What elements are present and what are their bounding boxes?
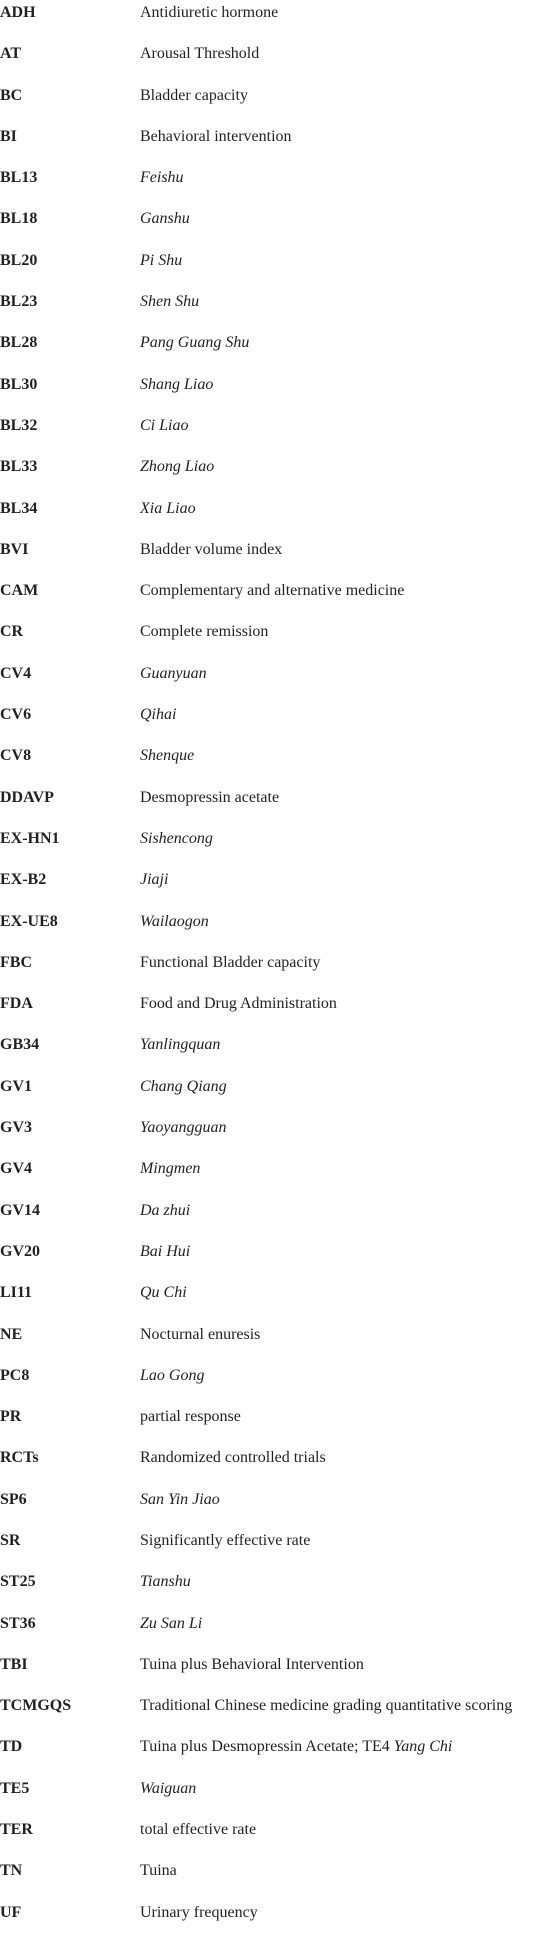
abbreviation-definition: Behavioral intervention bbox=[140, 127, 292, 145]
abbreviation-row bbox=[0, 0, 558, 41]
abbreviation-term: CV4 bbox=[0, 664, 32, 682]
abbreviation-row bbox=[0, 1487, 558, 1528]
abbreviation-row bbox=[0, 41, 558, 82]
abbreviation-row bbox=[0, 165, 558, 206]
abbreviation-definition: Complementary and alternative medicine bbox=[140, 582, 405, 600]
abbreviation-definition: Da zhui bbox=[140, 1201, 191, 1219]
abbreviation-term: GV3 bbox=[0, 1119, 32, 1137]
abbreviation-definition: Wailaogon bbox=[140, 912, 209, 930]
abbreviation-definition: Tuina bbox=[140, 1862, 177, 1880]
abbreviation-row bbox=[0, 826, 558, 867]
abbreviation-row bbox=[0, 1611, 558, 1652]
abbreviation-term: TER bbox=[0, 1821, 33, 1839]
abbreviation-definition: Nocturnal enuresis bbox=[140, 1325, 261, 1343]
abbreviation-term: CAM bbox=[0, 582, 39, 600]
abbreviation-row bbox=[0, 1817, 558, 1858]
abbreviation-term: TBI bbox=[0, 1655, 28, 1673]
abbreviation-row bbox=[0, 496, 558, 537]
abbreviation-definition bbox=[140, 1739, 452, 1755]
abbreviation-definition: Lao Gong bbox=[140, 1366, 205, 1384]
abbreviation-definition: Zu San Li bbox=[140, 1614, 203, 1632]
abbreviation-definition: Feishu bbox=[140, 169, 184, 187]
abbreviation-definition: total effective rate bbox=[140, 1821, 257, 1839]
abbreviation-definition: Ganshu bbox=[140, 210, 190, 228]
abbreviation-term: GV20 bbox=[0, 1242, 40, 1260]
abbreviation-row bbox=[0, 1280, 558, 1321]
abbreviation-term: BL33 bbox=[0, 458, 38, 476]
abbreviation-term: SP6 bbox=[0, 1490, 27, 1508]
abbreviation-row bbox=[0, 372, 558, 413]
abbreviation-definition: Qihai bbox=[140, 706, 177, 724]
abbreviation-term: DDAVP bbox=[0, 788, 54, 806]
abbreviation-term: GB34 bbox=[0, 1036, 40, 1054]
abbreviation-term: SR bbox=[0, 1531, 21, 1549]
abbreviation-term: BC bbox=[0, 86, 23, 104]
abbreviation-row bbox=[0, 1074, 558, 1115]
abbreviation-term: ST36 bbox=[0, 1614, 36, 1632]
abbreviation-term: BI bbox=[0, 127, 17, 145]
abbreviation-definition: Qu Chi bbox=[140, 1284, 187, 1302]
abbreviation-definition: Jiaji bbox=[140, 871, 169, 889]
abbreviation-term: FDA bbox=[0, 995, 33, 1013]
abbreviation-definition: Antidiuretic hormone bbox=[140, 4, 279, 21]
abbreviation-term: TCMGQS bbox=[0, 1697, 72, 1715]
abbreviation-row bbox=[0, 289, 558, 330]
abbreviation-definition: Pang Guang Shu bbox=[140, 334, 250, 352]
abbreviation-row bbox=[0, 124, 558, 165]
abbreviation-row bbox=[0, 1693, 558, 1734]
abbreviation-definition: Bai Hui bbox=[140, 1242, 191, 1260]
abbreviation-term: TN bbox=[0, 1862, 23, 1880]
abbreviation-definition: Urinary frequency bbox=[140, 1903, 258, 1921]
abbreviation-term: NE bbox=[0, 1325, 23, 1343]
abbreviation-definition: Desmopressin acetate bbox=[140, 788, 280, 806]
abbreviation-definition: Yaoyangguan bbox=[140, 1119, 227, 1137]
abbreviation-term: BVI bbox=[0, 540, 29, 558]
abbreviation-term: TD bbox=[0, 1738, 23, 1756]
abbreviation-term: UF bbox=[0, 1903, 22, 1921]
abbreviation-row bbox=[0, 909, 558, 950]
abbreviation-term: GV14 bbox=[0, 1201, 40, 1219]
abbreviation-term: BL20 bbox=[0, 251, 38, 269]
abbreviation-definition: Ci Liao bbox=[140, 416, 189, 434]
abbreviation-term: CR bbox=[0, 623, 24, 641]
abbreviation-definition: Zhong Liao bbox=[140, 458, 215, 476]
abbreviation-definition: Bladder capacity bbox=[140, 86, 248, 104]
abbreviation-term: CV6 bbox=[0, 706, 32, 724]
abbreviation-term: FBC bbox=[0, 953, 32, 971]
abbreviation-row bbox=[0, 83, 558, 124]
abbreviation-row bbox=[0, 1445, 558, 1486]
abbreviation-row bbox=[0, 578, 558, 619]
abbreviation-term: GV1 bbox=[0, 1077, 32, 1095]
abbreviation-definition: Tianshu bbox=[140, 1573, 191, 1591]
abbreviation-term: TE5 bbox=[0, 1779, 30, 1797]
definition-text: Tuina plus Desmopressin Acetate; TE4 bbox=[140, 1738, 394, 1756]
abbreviation-row bbox=[0, 1900, 558, 1941]
abbreviation-term: EX-UE8 bbox=[0, 912, 58, 930]
abbreviation-term: PC8 bbox=[0, 1366, 30, 1384]
abbreviation-term: PR bbox=[0, 1408, 22, 1426]
abbreviation-row bbox=[0, 1776, 558, 1817]
abbreviation-definition: Arousal Threshold bbox=[140, 45, 260, 63]
abbreviation-row bbox=[0, 1528, 558, 1569]
abbreviation-term: BL32 bbox=[0, 416, 38, 434]
abbreviation-term: ADH bbox=[0, 4, 36, 21]
abbreviation-definition: Randomized controlled trials bbox=[140, 1449, 326, 1467]
abbreviation-definition: Guanyuan bbox=[140, 664, 207, 682]
abbreviation-definition: Waiguan bbox=[140, 1779, 197, 1797]
abbreviation-definition: Sishencong bbox=[140, 829, 213, 847]
abbreviation-row bbox=[0, 661, 558, 702]
abbreviation-row bbox=[0, 743, 558, 784]
abbreviation-row bbox=[0, 413, 558, 454]
abbreviation-definition: Yanlingquan bbox=[140, 1036, 221, 1054]
abbreviation-definition: Functional Bladder capacity bbox=[140, 953, 321, 971]
abbreviation-definition: Mingmen bbox=[140, 1160, 201, 1178]
abbreviation-term: LI11 bbox=[0, 1284, 33, 1302]
abbreviation-term: BL34 bbox=[0, 499, 38, 517]
abbreviation-term: CV8 bbox=[0, 747, 32, 765]
abbreviation-term: BL13 bbox=[0, 169, 38, 187]
abbreviation-definition: partial response bbox=[140, 1408, 241, 1426]
abbreviation-term: ST25 bbox=[0, 1573, 36, 1591]
abbreviation-row bbox=[0, 330, 558, 371]
abbreviation-definition: Shang Liao bbox=[140, 375, 214, 393]
abbreviation-row bbox=[0, 702, 558, 743]
abbreviation-row bbox=[0, 1322, 558, 1363]
abbreviation-definition: Traditional Chinese medicine grading quantitative scoring bbox=[140, 1697, 513, 1715]
abbreviation-definition: Shen Shu bbox=[140, 293, 200, 311]
abbreviation-row bbox=[0, 206, 558, 247]
abbreviation-row bbox=[0, 1404, 558, 1445]
abbreviation-row bbox=[0, 1198, 558, 1239]
abbreviation-definition: Bladder volume index bbox=[140, 540, 283, 558]
abbreviation-definition: Complete remission bbox=[140, 623, 269, 641]
abbreviation-row bbox=[0, 1239, 558, 1280]
abbreviation-row bbox=[0, 619, 558, 660]
abbreviation-row bbox=[0, 1569, 558, 1610]
abbreviation-term: BL18 bbox=[0, 210, 38, 228]
abbreviation-definition: Chang Qiang bbox=[140, 1077, 227, 1095]
abbreviation-definition: Tuina plus Behavioral Intervention bbox=[140, 1655, 364, 1673]
abbreviation-definition: Food and Drug Administration bbox=[140, 995, 337, 1013]
abbreviation-row bbox=[0, 454, 558, 495]
abbreviation-row bbox=[0, 1858, 558, 1899]
abbreviation-row bbox=[0, 785, 558, 826]
abbreviation-row bbox=[0, 867, 558, 908]
abbreviation-row bbox=[0, 1652, 558, 1693]
abbreviation-row bbox=[0, 950, 558, 991]
abbreviation-definition: San Yin Jiao bbox=[140, 1490, 220, 1508]
abbreviation-definition: Xia Liao bbox=[140, 499, 196, 517]
abbreviation-term: AT bbox=[0, 45, 22, 63]
abbreviation-row bbox=[0, 991, 558, 1032]
abbreviation-definition: Shenque bbox=[140, 747, 195, 765]
abbreviation-definition: Significantly effective rate bbox=[140, 1531, 311, 1549]
abbreviation-term: EX-B2 bbox=[0, 871, 47, 889]
abbreviation-definition: Pi Shu bbox=[140, 251, 183, 269]
abbreviation-row bbox=[0, 537, 558, 578]
abbreviation-row bbox=[0, 1115, 558, 1156]
abbreviation-term: RCTs bbox=[0, 1449, 39, 1467]
definition-italic-text: Yang Chi bbox=[393, 1738, 453, 1756]
abbreviation-term: BL28 bbox=[0, 334, 38, 352]
abbreviation-row bbox=[0, 1032, 558, 1073]
abbreviation-row bbox=[0, 1156, 558, 1197]
abbreviation-row bbox=[0, 1363, 558, 1404]
abbreviation-term: BL30 bbox=[0, 375, 38, 393]
abbreviation-term: EX-HN1 bbox=[0, 829, 60, 847]
abbreviation-term: BL23 bbox=[0, 293, 38, 311]
abbreviation-row bbox=[0, 248, 558, 289]
abbreviation-term: GV4 bbox=[0, 1160, 32, 1178]
abbreviation-row bbox=[0, 1734, 558, 1775]
